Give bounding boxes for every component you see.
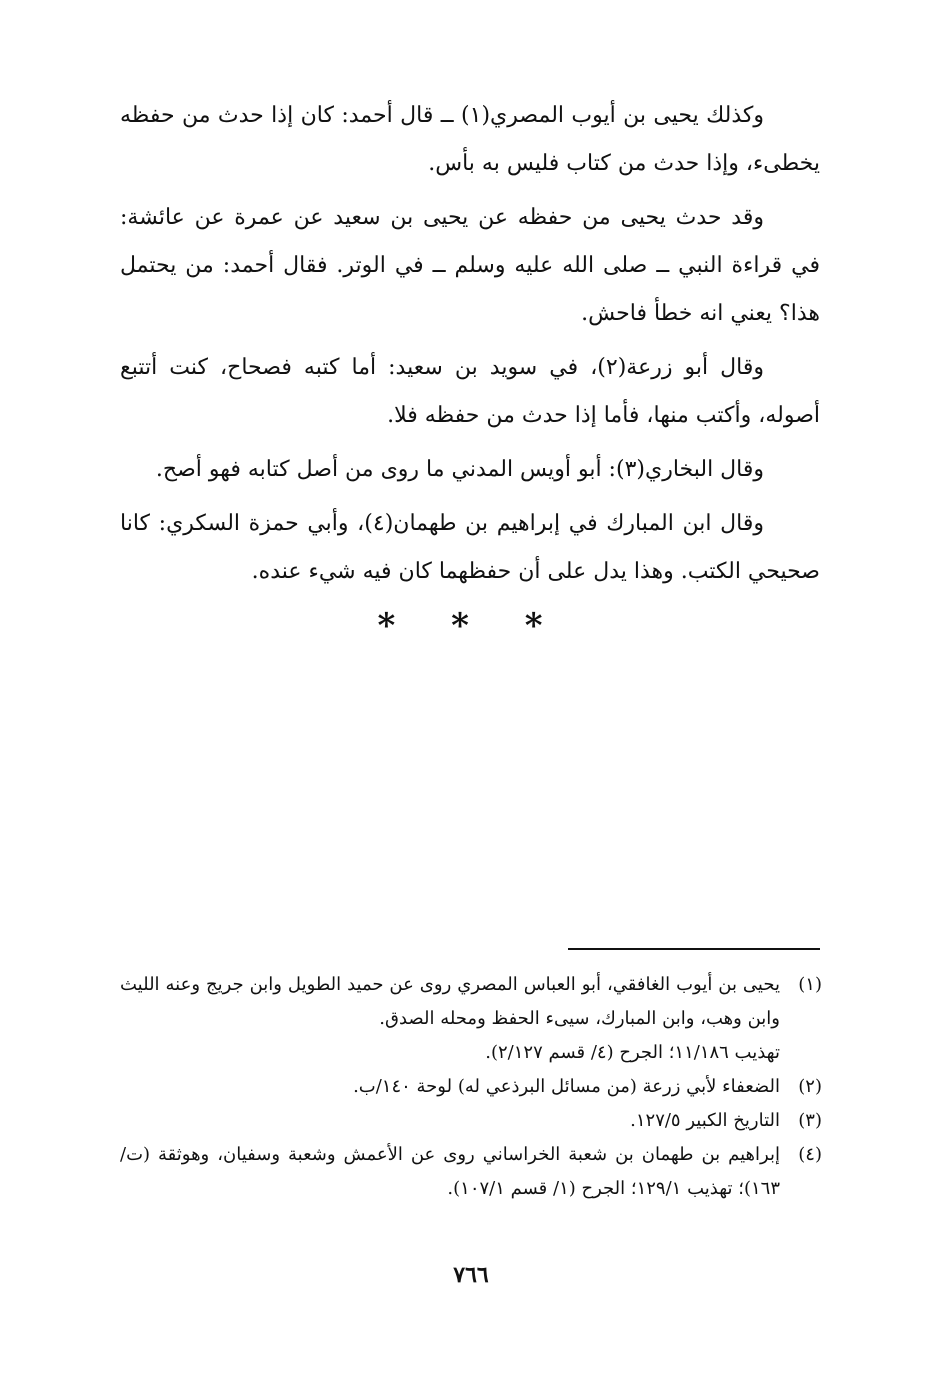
footnote-text xyxy=(120,968,780,1070)
footnote-line: إبراهيم بن طهمان بن شعبة الخراساني روى عن الأعمش وشعبة وسفيان، وهوثقة (ت/١٦٣)؛ تهذيب ١٢٩/١؛ الجرح (١/ قسم ١٠٧/١). xyxy=(120,1144,780,1199)
footnote-number: (٤) xyxy=(798,1144,822,1165)
footnote-line: تهذيب ١١/١٨٦؛ الجرح (٤/ قسم ٢/١٢٧). xyxy=(485,1042,780,1063)
paragraph: وقال ابن المبارك في إبراهيم بن طهمان(٤)، وأبي حمزة السكري: كانا صحيحي الكتب. وهذا يدل على أن حفظهما كان فيه شيء عنده. xyxy=(120,511,820,584)
footnote-rule xyxy=(568,948,820,950)
footnote-line: التاريخ الكبير ١٢٧/٥. xyxy=(630,1110,780,1131)
paragraph: وقال البخاري(٣): أبو أويس المدني ما روى من أصل كتابه فهو أصح. xyxy=(155,457,764,482)
footnote-number: (٢) xyxy=(798,1076,822,1097)
paragraph: وقد حدث يحيى من حفظه عن يحيى بن سعيد عن عمرة عن عائشة: في قراءة النبي ــ صلى الله عليه وسلم ــ في الوتر. فقال أحمد: من يحتمل هذا؟ يعني انه خطأ فاحش. xyxy=(120,205,820,326)
page-number: ٧٦٦ xyxy=(453,1262,489,1288)
footnote xyxy=(120,1070,822,1104)
footnote-number: (١) xyxy=(798,974,822,995)
footnote xyxy=(120,1104,822,1138)
footnote-number: (٣) xyxy=(798,1110,822,1131)
paragraph: وقال أبو زرعة(٢)، في سويد بن سعيد: أما كتبه فصحاح، كنت أتتبع أصوله، وأكتب منها، فأما إذا حدث من حفظه فلا. xyxy=(120,355,820,428)
footnote-line: يحيى بن أيوب الغافقي، أبو العباس المصري روى عن حميد الطويل وابن جريج وعنه الليث وابن وهب، وابن المبارك، سيىء الحفظ ومحله الصدق. xyxy=(120,974,780,1029)
footnote-text xyxy=(120,1104,780,1138)
footnote-text xyxy=(120,1138,780,1206)
footnote xyxy=(120,1138,822,1206)
main-text xyxy=(120,92,820,596)
paragraph: وكذلك يحيى بن أيوب المصري(١) ــ قال أحمد: كان إذا حدث من حفظه يخطىء، وإذا حدث من كتاب فليس به بأس. xyxy=(120,103,820,176)
footnote-text xyxy=(120,1070,780,1104)
footnotes xyxy=(120,968,822,1206)
footnote xyxy=(120,968,822,1070)
section-separator: * * * xyxy=(377,606,565,646)
footnote-line: الضعفاء لأبي زرعة (من مسائل البرذعي له) لوحة ١٤٠/ب. xyxy=(353,1076,780,1097)
